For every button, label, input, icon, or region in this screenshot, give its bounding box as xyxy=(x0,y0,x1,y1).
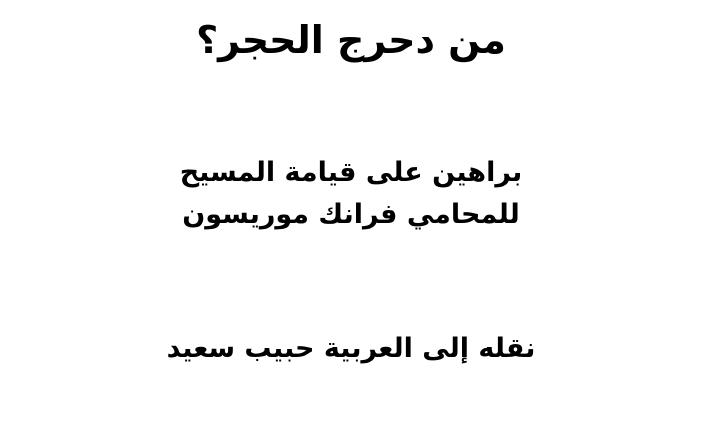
page-title: من دحرج الحجر؟ xyxy=(196,18,506,62)
subtitle-line-2: للمحامي فرانك موريسون xyxy=(182,198,520,230)
translator-line-1: نقله إلى العربية حبيب سعيد xyxy=(166,333,536,364)
subtitle-line-1: براهين على قيامة المسيح xyxy=(179,157,523,188)
translator-block xyxy=(0,330,702,368)
subtitle-block xyxy=(0,152,702,236)
